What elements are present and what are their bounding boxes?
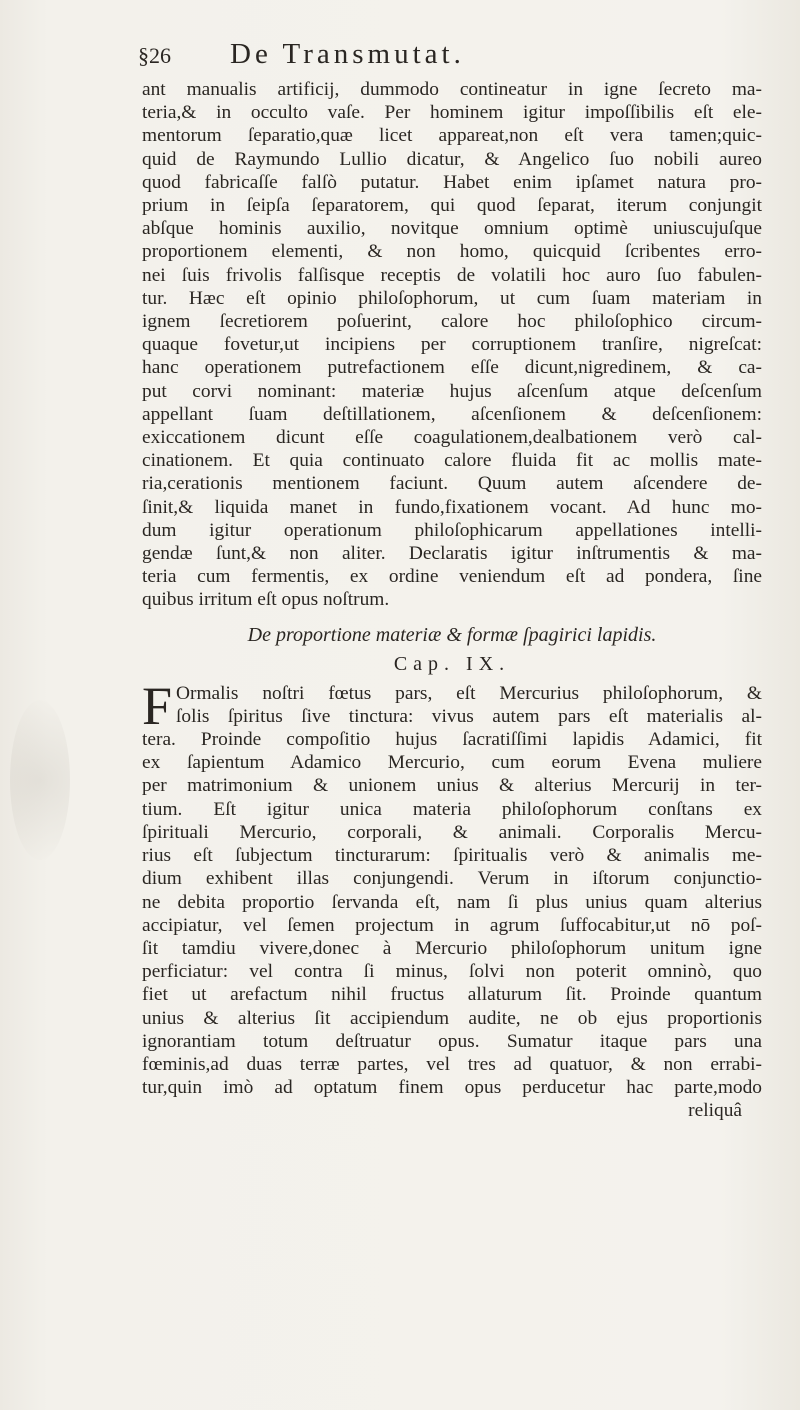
text-line: ne debita proportio ſervanda eſt, nam ſi plus unius quam alterius [142, 891, 762, 913]
text-line: quid de Raymundo Lullio dicatur, & Angelico ſuo nobili aureo [142, 148, 762, 170]
text-line: ſpirituali Mercurio, corporali, & animali. Corporalis Mercu- [142, 821, 762, 843]
paper-stain [10, 700, 70, 860]
text-line: proportionem elementi, & non homo, quicquid ſcribentes erro- [142, 241, 762, 263]
text-line: cinationem. Et quia continuato calore fluida fit ac mollis mate- [142, 450, 762, 472]
text-line: fœminis,ad duas terræ partes, vel tres ad quatuor, & non errabi- [142, 1053, 762, 1075]
text-line: quod fabricaſſe falſò putatur. Habet enim ipſamet natura pro- [142, 171, 762, 193]
text-line: ſit tamdiu vivere,donec à Mercurio philoſophorum unitum igne [142, 937, 762, 959]
text-line: rius eſt ſubjectum tincturarum: ſpiritualis verò & animalis me- [142, 845, 762, 867]
text-line: dium exhibent illas conjungendi. Verum in iſtorum conjunctio- [142, 868, 762, 890]
text-line: fiet ut arefactum nihil fructus allaturum ſit. Proinde quantum [142, 984, 762, 1006]
text-line: quibus irritum eſt opus noſtrum. [142, 589, 390, 611]
chapter-label: Cap. IX. [393, 652, 511, 675]
text-line: ex ſapientum Adamico Mercurio, cum eorum Evena muliere [142, 752, 762, 774]
text-line: tur. Hæc eſt opinio philoſophorum, ut cum ſuam materiam in [142, 287, 762, 309]
section-heading: De proportione materiæ & formæ ſpagirici lapidis. [247, 623, 657, 646]
running-head [138, 38, 758, 71]
text-line: accipiatur, vel ſemen projectum in agrum ſuffocabitur,ut nō poſ- [142, 914, 762, 936]
text-line: dum igitur operationum philoſophicarum appellationes intelli- [142, 519, 762, 541]
text-line: prium in ſeipſa ſeparatorem, qui quod ſeparat, iterum conjungit [142, 195, 762, 217]
text-line: ria,cerationis mentionem faciunt. Quum autem aſcendere de- [142, 473, 762, 495]
text-line: ignem ſecretiorem poſuerint, calore hoc philoſophico circum- [142, 311, 762, 333]
text-line: exiccationem dicunt eſſe coagulationem,dealbationem verò cal- [142, 427, 762, 449]
text-line: ant manualis artificij, dummodo contineatur in igne ſecreto ma- [142, 79, 762, 100]
text-line: hanc operationem putrefactionem eſſe dicunt,nigredinem, & ca- [142, 357, 762, 379]
text-line: teria,& in occulto vaſe. Per hominem igitur impoſſibilis eſt ele- [142, 102, 762, 124]
text-line: tur,quin imò ad optatum finem opus perducetur hac parte,modo [142, 1077, 762, 1099]
text-line: gendæ ſunt,& non aliter. Declaratis igitur inſtrumentis & ma- [142, 543, 762, 565]
text-line: appellant ſuam deſtillationem, aſcenſionem & deſcenſionem: [142, 403, 762, 425]
running-title: De Transmutat. [230, 38, 465, 70]
page-number: §26 [138, 43, 171, 68]
body-text [142, 78, 762, 1123]
text-line: put corvi nominant: materiæ hujus aſcenſum atque deſcenſum [142, 380, 762, 402]
text-line: mentorum ſeparatio,quæ licet appareat,non eſt vera tamen;quic- [142, 125, 762, 147]
text-line: Ormalis noſtri fœtus pars, eſt Mercurius philoſophorum, & [176, 682, 762, 704]
text-line: tium. Eſt igitur unica materia philoſophorum conſtans ex [142, 798, 762, 820]
catchword: reliquâ [688, 1100, 742, 1122]
text-line: unius & alterius ſit accipiendum audite, ne ob ejus proportionis [142, 1007, 762, 1029]
text-line: ſinit,& liquida manet in fundo,fixationem vocant. Ad hunc mo- [142, 496, 762, 518]
drop-cap: F [142, 675, 173, 736]
text-line: teria cum fermentis, ex ordine veniendum eſt ad pondera, ſine [142, 566, 762, 588]
text-line: ſolis ſpiritus ſive tinctura: vivus autem pars eſt materialis al- [176, 705, 762, 727]
paragraph-1 [142, 78, 762, 612]
text-line: nei ſuis frivolis falſisque receptis de volatili hoc auro ſuo fabulen- [142, 264, 762, 286]
text-line: ignorantiam totum deſtruatur opus. Sumatur itaque pars una [142, 1030, 762, 1052]
text-line: perficiatur: vel contra ſi minus, ſolvi non poterit omninò, quo [142, 961, 762, 983]
text-line: tera. Proinde compoſitio hujus ſacratiſſimi lapidis Adamici, fit [142, 729, 762, 751]
text-line: per matrimonium & unionem unius & alterius Mercurij in ter- [142, 775, 762, 797]
paragraph-2 [142, 675, 762, 1123]
text-line: abſque hominis auxilio, novitque omnium optimè uniuscujuſque [142, 218, 762, 240]
text-line: quaque fovetur,ut incipiens per corruptionem tranſire, nigreſcat: [142, 334, 762, 356]
